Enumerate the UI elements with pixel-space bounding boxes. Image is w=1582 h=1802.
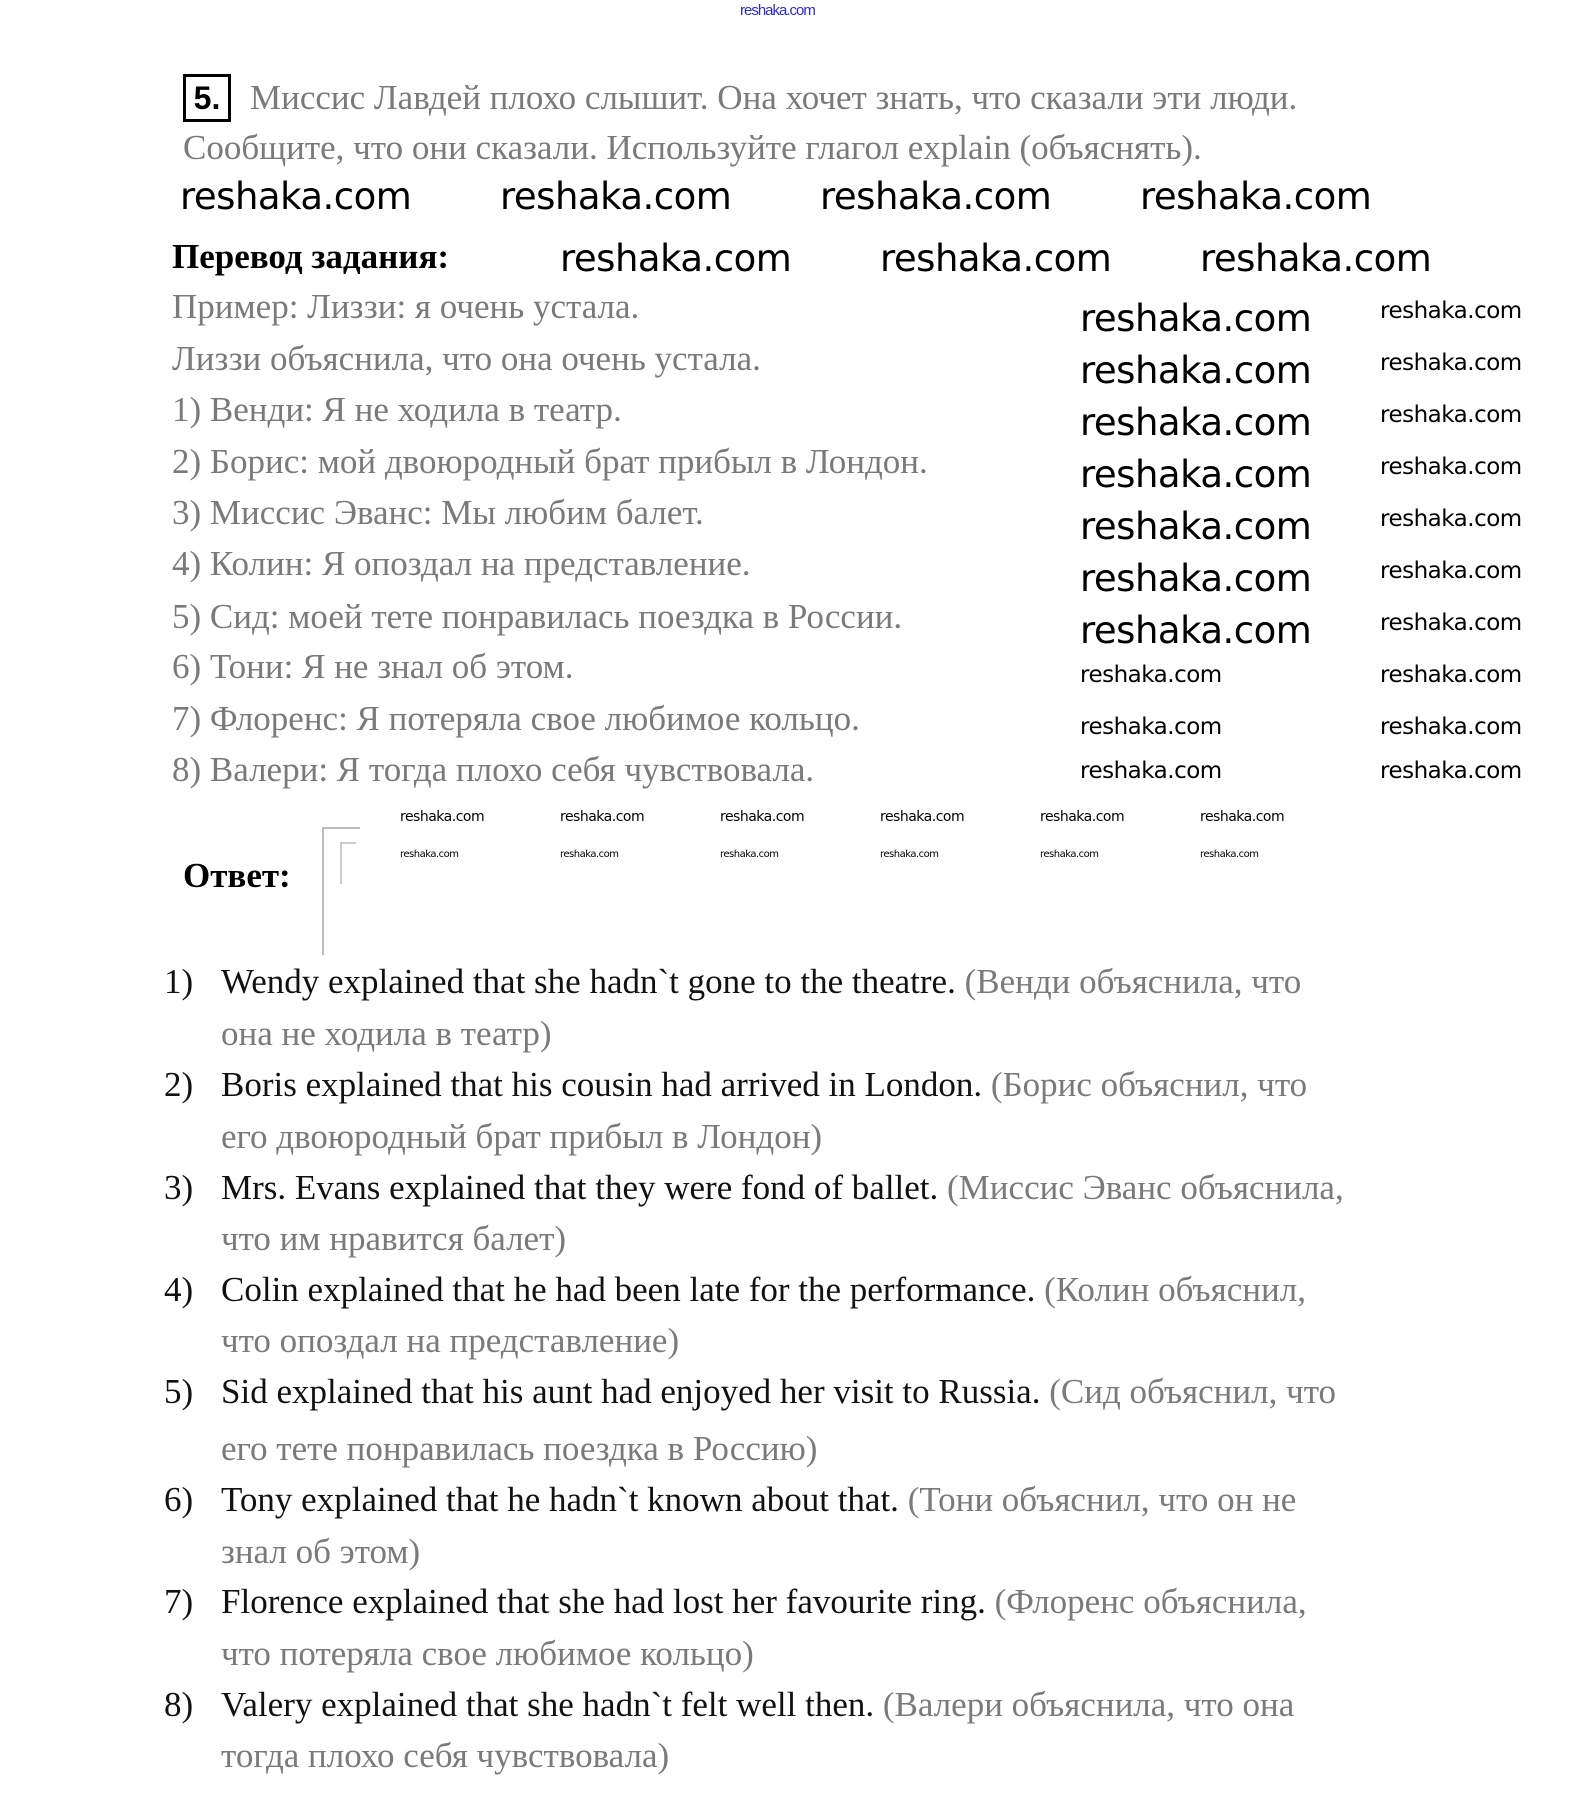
answer-russian-part-1: (Колин объяснил, — [1044, 1270, 1306, 1310]
watermark: reshaka.com — [1380, 558, 1522, 584]
answer-russian-part-1: (Флоренс объяснила, — [994, 1582, 1307, 1622]
watermark: reshaka.com — [400, 849, 459, 860]
watermark: reshaka.com — [1200, 237, 1432, 280]
answer-russian-part-2: его двоюродный брат прибыл в Лондон) — [221, 1116, 823, 1156]
answer-russian-part-2: она не ходила в театр) — [221, 1013, 552, 1053]
answer-number: 8) — [164, 1685, 194, 1725]
answer-english: Boris explained that his cousin had arrived in London. — [221, 1065, 983, 1105]
task-number: 5. — [183, 74, 231, 122]
watermark: reshaka.com — [1140, 175, 1372, 218]
watermark: reshaka.com — [1080, 557, 1312, 600]
answer-english: Sid explained that his aunt had enjoyed her visit to Russia. — [221, 1372, 1041, 1412]
watermark: reshaka.com — [1080, 662, 1222, 688]
watermark: reshaka.com — [1380, 402, 1522, 428]
answer-number: 2) — [164, 1065, 194, 1105]
answer-english: Tony explained that he hadn`t known about that. — [221, 1480, 899, 1520]
answer-line-1 — [221, 1168, 1344, 1208]
watermark: reshaka.com — [720, 849, 779, 860]
watermark: reshaka.com — [1380, 350, 1522, 376]
watermark: reshaka.com — [560, 809, 645, 825]
answer-russian-part-2: что потеряла свое любимое кольцо) — [221, 1633, 754, 1673]
answer-russian-part-1: (Валери объяснила, что она — [882, 1685, 1295, 1725]
translation-line: 4) Колин: Я опоздал на представление. — [172, 543, 751, 583]
answer-english: Florence explained that she had lost her favourite ring. — [221, 1582, 986, 1622]
watermark: reshaka.com — [1080, 505, 1312, 548]
watermark: reshaka.com — [1040, 849, 1099, 860]
answer-russian-part-2: что им нравится балет) — [221, 1218, 567, 1258]
watermark: reshaka.com — [560, 237, 792, 280]
watermark: reshaka.com — [1080, 453, 1312, 496]
answer-number: 4) — [164, 1270, 194, 1310]
watermark: reshaka.com — [1080, 349, 1312, 392]
answer-line-1 — [221, 1065, 1307, 1105]
watermark: reshaka.com — [1380, 610, 1522, 636]
translation-line: Пример: Лиззи: я очень устала. — [172, 287, 640, 327]
translation-line: 3) Миссис Эванс: Мы любим балет. — [172, 493, 704, 533]
translation-line: 8) Валери: Я тогда плохо себя чувствовала. — [172, 750, 815, 790]
answer-line-1 — [221, 1480, 1296, 1520]
translation-line: 5) Сид: моей тете понравилась поездка в России. — [172, 596, 903, 636]
watermark: reshaka.com — [1200, 809, 1285, 825]
watermark: reshaka.com — [1200, 849, 1259, 860]
watermark: reshaka.com — [1380, 662, 1522, 688]
answer-line-1 — [221, 962, 1301, 1002]
answer-russian-part-2: его тете понравилась поездка в Россию) — [221, 1428, 818, 1468]
answer-russian-part-1: (Сид объяснил, что — [1049, 1372, 1337, 1412]
watermark: reshaka.com — [1380, 506, 1522, 532]
answer-english: Wendy explained that she hadn`t gone to the theatre. — [221, 962, 956, 1002]
watermark: reshaka.com — [880, 849, 939, 860]
translation-line: Лиззи объяснила, что она очень устала. — [172, 338, 761, 378]
translation-heading: Перевод задания: — [172, 237, 450, 276]
answer-number: 3) — [164, 1168, 194, 1208]
answer-russian-part-2: что опоздал на представление) — [221, 1320, 680, 1360]
watermark: reshaka.com — [500, 175, 732, 218]
answer-russian-part-1: (Борис объяснил, что — [990, 1065, 1308, 1105]
answer-line-1 — [221, 1372, 1336, 1412]
watermark: reshaka.com — [1080, 609, 1312, 652]
watermark: reshaka.com — [1080, 297, 1312, 340]
answer-number: 5) — [164, 1372, 194, 1412]
watermark: reshaka.com — [1380, 714, 1522, 740]
translation-line: 6) Тони: Я не знал об этом. — [172, 646, 574, 686]
answer-english: Colin explained that he had been late for the performance. — [221, 1270, 1036, 1310]
watermark: reshaka.com — [1040, 809, 1125, 825]
translation-line: 2) Борис: мой двоюродный брат прибыл в Лондон. — [172, 441, 928, 481]
answer-russian-part-1: (Венди объяснила, что — [964, 962, 1302, 1002]
task-text-line-1: Миссис Лавдей плохо слышит. Она хочет знать, что сказали эти люди. — [250, 78, 1298, 117]
answer-russian-part-1: (Миссис Эванс объяснила, — [947, 1168, 1344, 1208]
watermark: reshaka.com — [180, 175, 412, 218]
task-text-line-2: Сообщите, что они сказали. Используйте глагол explain (объяснять). — [183, 128, 1202, 167]
watermark: reshaka.com — [1080, 714, 1222, 740]
answer-number: 7) — [164, 1582, 194, 1622]
watermark: reshaka.com — [400, 809, 485, 825]
answer-english: Valery explained that she hadn`t felt well then. — [221, 1685, 875, 1725]
translation-line: 7) Флоренс: Я потеряла свое любимое кольцо. — [172, 698, 860, 738]
watermark: reshaka.com — [1380, 298, 1522, 324]
watermark: reshaka.com — [720, 809, 805, 825]
answer-russian-part-2: знал об этом) — [221, 1531, 421, 1571]
header-watermark[interactable]: reshaka.com — [740, 2, 815, 19]
answer-number: 6) — [164, 1480, 194, 1520]
answer-russian-part-2: тогда плохо себя чувствовала) — [221, 1735, 670, 1775]
watermark: reshaka.com — [560, 849, 619, 860]
answer-russian-part-1: (Тони объяснил, что он не — [907, 1480, 1297, 1520]
watermark: reshaka.com — [820, 175, 1052, 218]
watermark: reshaka.com — [1080, 401, 1312, 444]
watermark: reshaka.com — [880, 809, 965, 825]
bracket-mark-inner — [340, 842, 356, 884]
answer-heading: Ответ: — [183, 856, 291, 895]
watermark: reshaka.com — [1380, 758, 1522, 784]
answer-number: 1) — [164, 962, 194, 1002]
answer-line-1 — [221, 1685, 1294, 1725]
answer-line-1 — [221, 1582, 1307, 1622]
answer-line-1 — [221, 1270, 1306, 1310]
watermark: reshaka.com — [880, 237, 1112, 280]
watermark: reshaka.com — [1080, 758, 1222, 784]
translation-line: 1) Венди: Я не ходила в театр. — [172, 390, 622, 430]
watermark: reshaka.com — [1380, 454, 1522, 480]
answer-english: Mrs. Evans explained that they were fond of ballet. — [221, 1168, 939, 1208]
